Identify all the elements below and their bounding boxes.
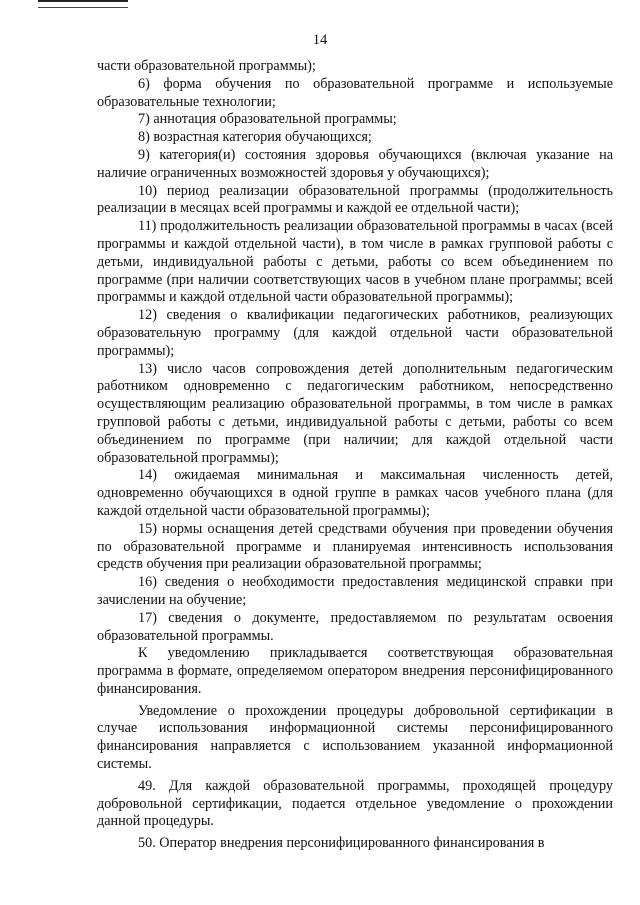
- scan-edge-mark: [38, 0, 128, 8]
- list-item-9: 9) категория(и) состояния здоровья обучающихся (включая указание на наличие ограниченных возможностей здоровья у обучающихся);: [97, 146, 613, 181]
- list-item-13: 13) число часов сопровождения детей дополнительным педагогическим работником одновременно с педагогическим работником, непосредственно осуществляющим реализацию образовательной программы, в том числе в рамках групповой работы с детьми, индивидуальной работы с детьми, работы со всем объединением по программе (при наличии; для каждой отдельной части образовательной программы);: [97, 360, 613, 466]
- list-item-8: 8) возрастная категория обучающихся;: [138, 129, 372, 146]
- clause-50: 50. Оператор внедрения персонифицированного финансирования в: [138, 835, 545, 852]
- page-number: 14: [312, 32, 328, 48]
- list-item-16: 16) сведения о необходимости предоставления медицинской справки при зачислении на обучение;: [97, 574, 613, 608]
- list-item-11: 11) продолжительность реализации образовательной программы в часах (всей программы и каждой отдельной части), в том числе в рамках групповой работы с детьми, индивидуальной работы с детьми, работы со всем объединением по программе (при наличии соответствующих часов в учебном плане программы; всей программы и каждой отдельной части образовательной программы);: [97, 218, 613, 306]
- list-item-7: 7) аннотация образовательной программы;: [138, 111, 397, 128]
- list-item-10: 10) период реализации образовательной программы (продолжительность реализации в месяцах всей программы и каждой ее отдельной части);: [97, 182, 613, 217]
- list-item-14: 14) ожидаемая минимальная и максимальная численность детей, одновременно обучающихся в одной группе в рамках часов учебного плана (для каждой отдельной части образовательной программы);: [97, 467, 613, 519]
- list-item-15: 15) нормы оснащения детей средствами обучения при проведении обучения по образовательной программе и планируемая интенсивность использования средств обучения при реализации образовательной программы;: [97, 520, 613, 573]
- list-item-12: 12) сведения о квалификации педагогических работников, реализующих образовательную программу (для каждой отдельной части образовательной программы);: [97, 307, 613, 359]
- clause-49: 49. Для каждой образовательной программы, проходящей процедуру добровольной сертификации, подается отдельное уведомление о прохождении данной процедуры.: [97, 777, 613, 830]
- paragraph-notification: Уведомление о прохождении процедуры добровольной сертификации в случае использования информационной системы персонифицированного финансирования направляется с использованием указанной информационной системы.: [97, 702, 613, 773]
- paragraph-continuation: части образовательной программы);: [97, 58, 316, 74]
- document-body: [97, 58, 613, 853]
- list-item-6: 6) форма обучения по образовательной программе и используемые образовательные технологии;: [97, 75, 613, 110]
- list-item-17: 17) сведения о документе, предоставляемом по результатам освоения образовательной программы.: [97, 609, 613, 644]
- paragraph-attachment: К уведомлению прикладывается соответствующая образовательная программа в формате, определяемом оператором внедрения персонифицированного финансирования.: [97, 645, 613, 697]
